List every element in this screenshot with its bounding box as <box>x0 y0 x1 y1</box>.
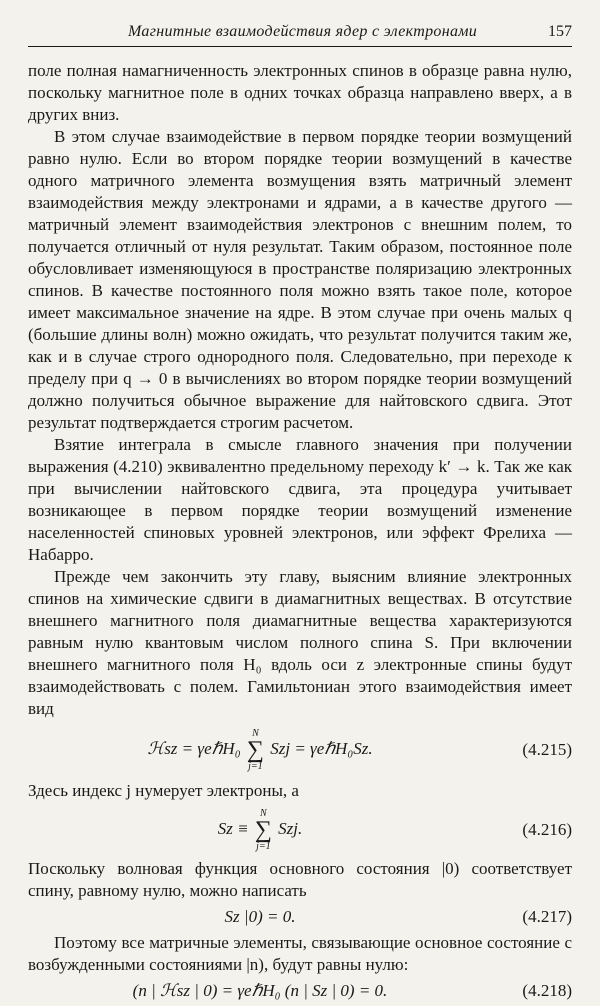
equation-number: (4.215) <box>522 740 572 759</box>
equation-number: (4.218) <box>522 981 572 1000</box>
sum-upper-limit: N <box>252 728 259 739</box>
page-body <box>28 60 572 1006</box>
equation-4-215 <box>28 724 572 776</box>
equation-number: (4.216) <box>522 820 572 839</box>
equation-lhs: Sz ≡ <box>217 818 249 838</box>
page-header <box>28 18 572 47</box>
sum-upper-limit: N <box>260 808 267 819</box>
paragraph-4: Прежде чем закончить эту главу, выясним влияние электронных спинов на химические сдвиги в диамагнитных веществах. В отсутствие внешнего магнитного поля диамагнитные вещества характеризуются равным нулю квантовым числом полного спина S. При включении внешнего магнитного поля H₀ вдоль оси z электронные спины будут взаимодействовать с полем. Гамильтониан этого взаимодействия имеет вид <box>28 567 572 718</box>
paragraph-1: поле полная намагниченность электронных спинов в образце равна нулю, поскольку магнитное поле в одних точках образца направлено вверх, а в других вниз. <box>28 61 572 124</box>
equation-number: (4.217) <box>522 907 572 926</box>
summation-symbol: N ∑ j=1 <box>254 808 272 852</box>
sum-term: Szj <box>270 738 291 758</box>
equation-4-216 <box>28 806 572 854</box>
equation-lhs: ℋsz = γeℏH₀ <box>147 738 241 758</box>
equation-formula <box>28 728 492 772</box>
page-number: 157 <box>548 23 572 40</box>
paragraph-6: Поскольку волновая функция основного состояния |0) соответствует спину, равному нулю, можно написать <box>28 859 572 900</box>
sum-lower-limit: j=1 <box>256 841 271 852</box>
equation-formula <box>28 808 492 852</box>
equation-4-218 <box>28 980 572 1002</box>
sum-lower-limit: j=1 <box>248 761 263 772</box>
paragraph-3: Взятие интеграла в смысле главного значения при получении выражения (4.210) эквивалентно предельному переходу k′ → k. Так же как при вычислении найтовского сдвига, эта процедура учитывает возникающее в первом порядке теории возмущений изменение населенностей спиновых уровней электронов, или эффект Фрелиха — Набарро. <box>28 435 572 564</box>
paragraph-5: Здесь индекс j нумерует электроны, а <box>28 781 299 800</box>
running-title: Магнитные взаимодействия ядер с электронами <box>128 23 478 40</box>
equation-rhs: = γeℏH₀Sz. <box>294 738 373 758</box>
summation-symbol: N ∑ j=1 <box>246 728 264 772</box>
equation-formula: Sz |0) = 0. <box>224 907 296 926</box>
paragraph-2: В этом случае взаимодействие в первом порядке теории возмущений равно нулю. Если во втором порядке теории возмущений в качестве одного матричного элемента возмущения взять матричный элемент взаимодействия между электронами и ядрами, а в качестве другого — матричный элемент взаимодействия электронов с внешним полем, то получается отличный от нуля результат. Таким образом, постоянное поле обусловливает изменяющуюся в пространстве поляризацию электронных спинов. В качестве постоянного поля можно взять такое поле, которое имеет максимальное значение на ядре. В этом случае при очень малых q (большие длины волн) можно ожидать, что результат получится таким же, как и в случае строго однородного поля. Следовательно, при переходе к пределу при q → 0 в вычислениях во втором порядке теории возмущений должно получиться обычное выражение для найтовского сдвига. Этот результат подтверждается строгим расчетом. <box>28 127 572 432</box>
equation-formula: (n | ℋsz | 0) = γeℏH₀ (n | Sz | 0) = 0. <box>132 981 388 1000</box>
sum-term: Szj. <box>278 818 303 838</box>
equation-4-217 <box>28 906 572 928</box>
paragraph-7: Поэтому все матричные элементы, связывающие основное состояние с возбужденными состояниями |n), будут равны нулю: <box>28 933 572 974</box>
